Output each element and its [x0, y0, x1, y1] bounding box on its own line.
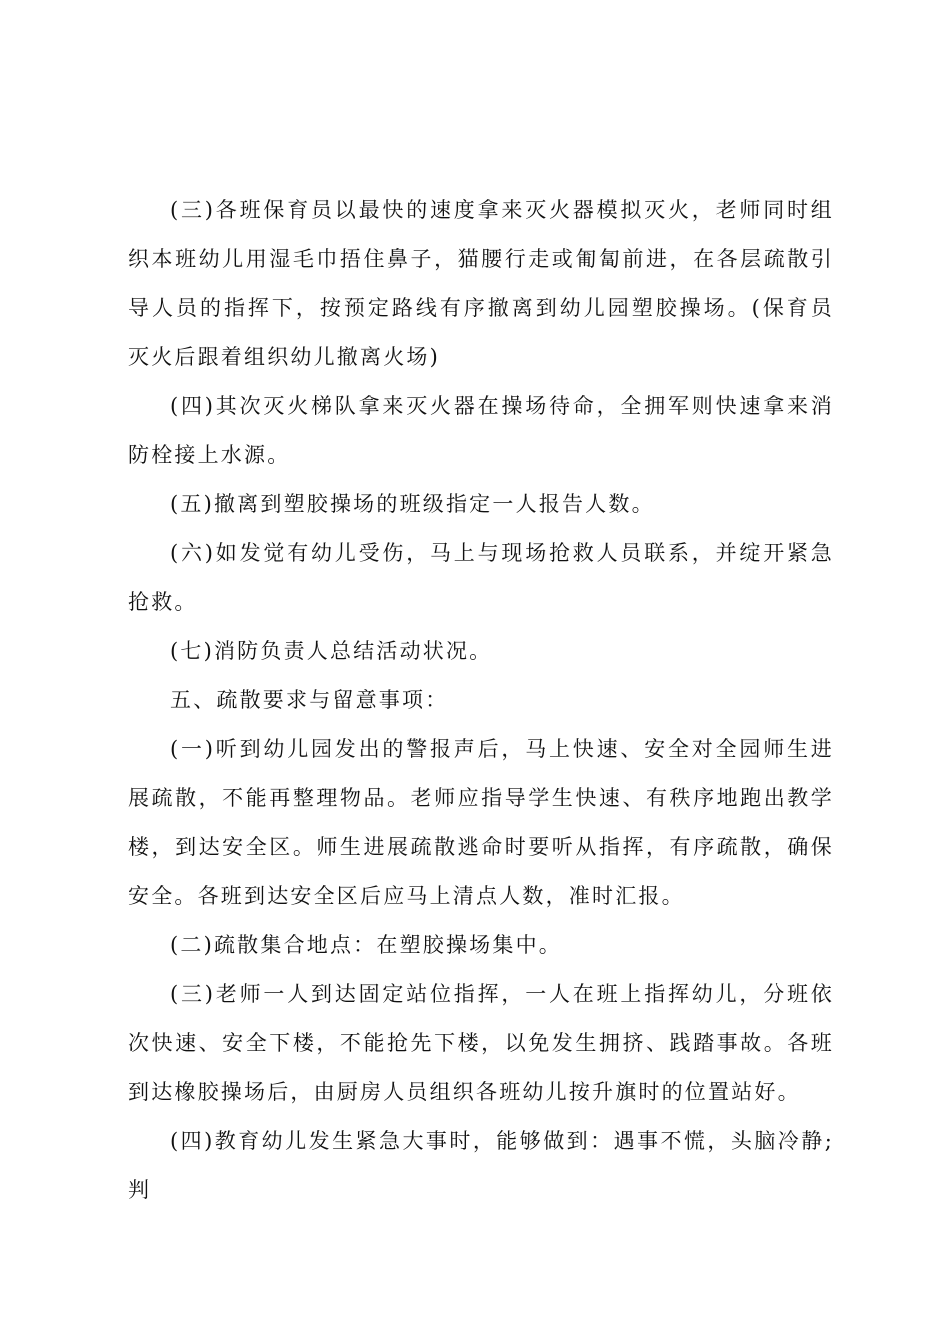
paragraph-fire-drill-step-4: (四)其次灭火梯队拿来灭火器在操场待命，全拥军则快速拿来消防栓接上水源。	[128, 394, 834, 467]
paragraph-fire-drill-step-3: (三)各班保育员以最快的速度拿来灭火器模拟灭火，老师同时组织本班幼儿用湿毛巾捂住鼻子，猫腰行走或匍匐前进，在各层疏散引导人员的指挥下，按预定路线有序撤离到幼儿园塑胶操场。(保育员灭火后跟着组织幼儿撤离火场)	[128, 198, 834, 369]
paragraph-evacuation-item-2: (二)疏散集合地点：在塑胶操场集中。	[170, 933, 562, 957]
paragraph-evacuation-item-3: (三)老师一人到达固定站位指挥，一人在班上指挥幼儿，分班依次快速、安全下楼，不能抢先下楼，以免发生拥挤、践踏事故。各班到达橡胶操场后，由厨房人员组织各班幼儿按升旗时的位置站好。	[128, 982, 834, 1104]
paragraph-fire-drill-step-6: (六)如发觉有幼儿受伤，马上与现场抢救人员联系，并绽开紧急抢救。	[128, 541, 834, 614]
paragraph-evacuation-item-1: (一)听到幼儿园发出的警报声后，马上快速、安全对全园师生进展疏散，不能再整理物品。老师应指导学生快速、有秩序地跑出教学楼，到达安全区。师生进展疏散逃命时要听从指挥，有序疏散，确保安全。各班到达安全区后应马上清点人数，准时汇报。	[128, 737, 834, 908]
paragraph-fire-drill-step-5: (五)撤离到塑胶操场的班级指定一人报告人数。	[170, 492, 655, 516]
paragraph-evacuation-item-4: (四)教育幼儿发生紧急大事时，能够做到：遇事不慌，头脑冷静;判	[128, 1129, 834, 1202]
document-body	[128, 186, 834, 1215]
paragraph-fire-drill-step-7: (七)消防负责人总结活动状况。	[170, 639, 493, 663]
section-heading-evacuation-requirements: 五、疏散要求与留意事项：	[170, 688, 449, 712]
